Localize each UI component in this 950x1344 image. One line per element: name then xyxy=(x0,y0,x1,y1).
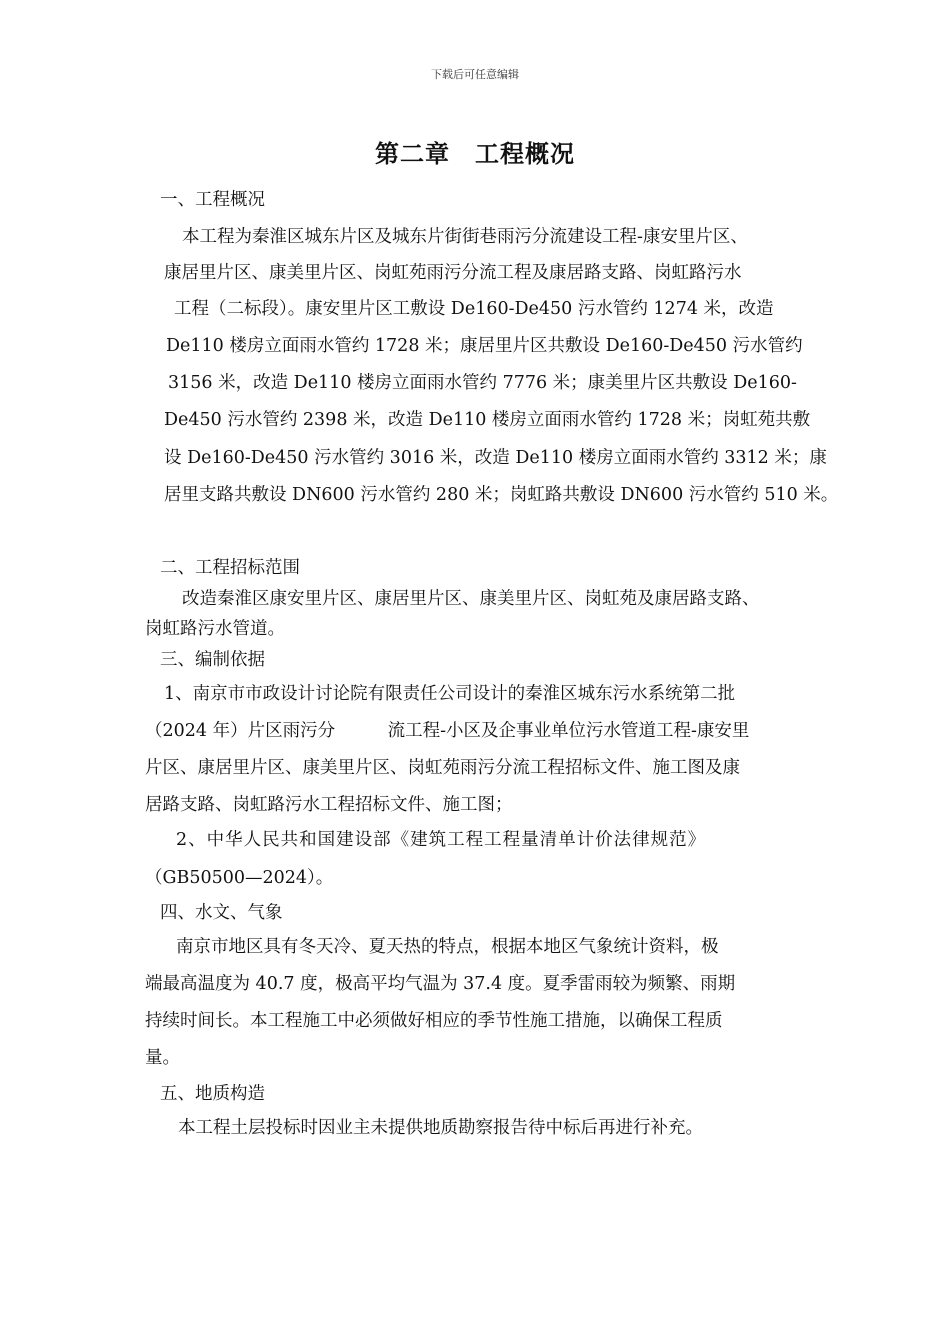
paragraph-line: （2024 年）片区雨污分 流工程-小区及企事业单位污水管道工程-康安里 xyxy=(145,721,750,741)
paragraph-line: 岗虹路污水管道。 xyxy=(145,619,285,639)
paragraph-line: 片区、康居里片区、康美里片区、岗虹苑雨污分流工程招标文件、施工图及康 xyxy=(145,758,740,778)
paragraph-line: 量。 xyxy=(145,1048,180,1068)
paragraph-line: De450 污水管约 2398 米，改造 De110 楼房立面雨水管约 1728 米；岗虹苑共敷 xyxy=(164,410,811,430)
paragraph-line: 南京市地区具有冬天冷、夏天热的特点，根据本地区气象统计资料，极 xyxy=(176,937,719,957)
paragraph-line: 端最高温度为 40.7 度，极高平均气温为 37.4 度。夏季雷雨较为频繁、雨期 xyxy=(145,974,736,994)
section-heading-climate: 四、水文、气象 xyxy=(160,903,283,923)
page-header-note: 下载后可任意编辑 xyxy=(431,68,519,81)
paragraph-line: 康居里片区、康美里片区、岗虹苑雨污分流工程及康居路支路、岗虹路污水 xyxy=(164,263,742,283)
paragraph-line: 2、中华人民共和国建设部《建筑工程工程量清单计价法律规范》 xyxy=(176,830,707,850)
paragraph-line: 改造秦淮区康安里片区、康居里片区、康美里片区、岗虹苑及康居路支路、 xyxy=(182,589,760,609)
paragraph-line: 工程（二标段）。康安里片区工敷设 De160-De450 污水管约 1274 米，改造 xyxy=(174,299,774,319)
paragraph-line: 设 De160-De450 污水管约 3016 米，改造 De110 楼房立面雨水管约 3312 米；康 xyxy=(164,448,827,468)
section-heading-overview: 一、工程概况 xyxy=(160,190,265,210)
paragraph-line: 1、南京市市政设计讨论院有限责任公司设计的秦淮区城东污水系统第二批 xyxy=(164,684,736,704)
paragraph-line: 居路支路、岗虹路污水工程招标文件、施工图； xyxy=(145,795,513,815)
paragraph-line: 居里支路共敷设 DN600 污水管约 280 米；岗虹路共敷设 DN600 污水管约 510 米。 xyxy=(164,485,839,505)
section-heading-basis: 三、编制依据 xyxy=(160,650,265,670)
paragraph-line: 持续时间长。本工程施工中必须做好相应的季节性施工措施，以确保工程质 xyxy=(145,1011,723,1031)
paragraph-line: 3156 米，改造 De110 楼房立面雨水管约 7776 米；康美里片区共敷设 De160- xyxy=(168,373,797,393)
paragraph-line: De110 楼房立面雨水管约 1728 米；康居里片区共敷设 De160-De450 污水管约 xyxy=(166,336,803,356)
paragraph-line: 本工程土层投标时因业主未提供地质勘察报告待中标后再进行补充。 xyxy=(178,1118,703,1138)
chapter-title: 第二章 工程概况 xyxy=(375,140,575,168)
paragraph-line: 本工程为秦淮区城东片区及城东片街街巷雨污分流建设工程-康安里片区、 xyxy=(182,227,748,247)
section-heading-bid-scope: 二、工程招标范围 xyxy=(160,558,300,578)
section-heading-geology: 五、地质构造 xyxy=(160,1084,265,1104)
paragraph-line: （GB50500—2024）。 xyxy=(145,868,334,888)
